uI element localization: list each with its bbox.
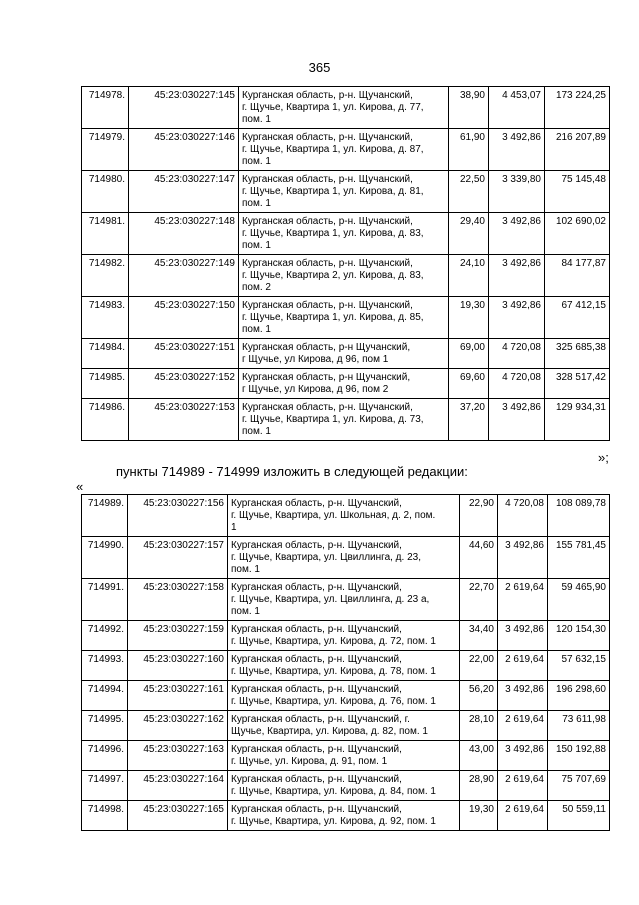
- unit-price-cell: 3 492,86: [498, 537, 548, 579]
- address-line: г. Щучье, Квартира 1, ул. Кирова, д. 83,: [242, 228, 424, 239]
- cadastral-number-cell: 45:23:030227:151: [129, 339, 239, 369]
- cadastral-value-cell: 102 690,02: [545, 213, 610, 255]
- address-line: г Щучье, ул Кирова, д 96, пом 1: [242, 354, 389, 365]
- address-line: Курганская область, р-н. Щучанский,: [231, 654, 402, 665]
- address-line: г. Щучье, Квартира 1, ул. Кирова, д. 81,: [242, 186, 424, 197]
- unit-price-cell: 3 492,86: [489, 213, 545, 255]
- item-number-cell: 714984.: [82, 339, 129, 369]
- address-cell: [239, 213, 449, 255]
- address-line: пом. 1: [242, 240, 271, 251]
- address-line: г. Щучье, Квартира, ул. Кирова, д. 78, пом. 1: [231, 666, 436, 677]
- table-row: [82, 297, 610, 339]
- cadastral-number-cell: 45:23:030227:160: [128, 651, 228, 681]
- address-line: Курганская область, р-н. Щучанский,: [231, 774, 402, 785]
- closing-quote: »;: [598, 450, 609, 465]
- address-cell: [228, 681, 460, 711]
- unit-price-cell: 2 619,64: [498, 579, 548, 621]
- address-cell: [228, 651, 460, 681]
- address-line: г. Щучье, Квартира 1, ул. Кирова, д. 87,: [242, 144, 424, 155]
- address-cell: [239, 369, 449, 399]
- unit-price-cell: 4 720,08: [489, 339, 545, 369]
- table-row: [82, 801, 610, 831]
- cadastral-value-cell: 196 298,60: [548, 681, 610, 711]
- item-number-cell: 714996.: [82, 741, 128, 771]
- unit-price-cell: 2 619,64: [498, 711, 548, 741]
- item-number-cell: 714979.: [82, 129, 129, 171]
- area-cell: 38,90: [449, 87, 489, 129]
- table-row: [82, 399, 610, 441]
- address-line: 1: [231, 522, 237, 533]
- cadastral-number-cell: 45:23:030227:145: [129, 87, 239, 129]
- address-line: Курганская область, р-н. Щучанский,: [242, 402, 413, 413]
- address-line: Курганская область, р-н. Щучанский,: [242, 216, 413, 227]
- area-cell: 28,10: [460, 711, 498, 741]
- page-number: 365: [308, 60, 331, 75]
- unit-price-cell: 3 492,86: [489, 129, 545, 171]
- address-line: Щучье, Квартира, ул. Кирова, д. 82, пом. 1: [231, 726, 428, 737]
- cadastral-value-cell: 150 192,88: [548, 741, 610, 771]
- cadastral-value-cell: 57 632,15: [548, 651, 610, 681]
- table-previous-items: [81, 86, 610, 441]
- cadastral-value-cell: 155 781,45: [548, 537, 610, 579]
- address-line: пом. 1: [242, 198, 271, 209]
- table-row: [82, 579, 610, 621]
- address-cell: [228, 621, 460, 651]
- area-cell: 61,90: [449, 129, 489, 171]
- address-line: г. Щучье, Квартира, ул. Кирова, д. 92, пом. 1: [231, 816, 436, 827]
- cadastral-number-cell: 45:23:030227:153: [129, 399, 239, 441]
- table-row: [82, 255, 610, 297]
- cadastral-value-cell: 120 154,30: [548, 621, 610, 651]
- address-line: пом. 1: [242, 114, 271, 125]
- item-number-cell: 714998.: [82, 801, 128, 831]
- cadastral-value-cell: 67 412,15: [545, 297, 610, 339]
- table-row: [82, 771, 610, 801]
- area-cell: 22,50: [449, 171, 489, 213]
- unit-price-cell: 3 492,86: [498, 681, 548, 711]
- cadastral-value-cell: 216 207,89: [545, 129, 610, 171]
- area-cell: 28,90: [460, 771, 498, 801]
- unit-price-cell: 3 492,86: [498, 621, 548, 651]
- address-line: пом. 1: [231, 606, 260, 617]
- address-line: Курганская область, р-н. Щучанский,: [231, 684, 402, 695]
- area-cell: 29,40: [449, 213, 489, 255]
- address-line: г. Щучье, Квартира, ул. Цвиллинга, д. 23,: [231, 552, 421, 563]
- cadastral-number-cell: 45:23:030227:165: [128, 801, 228, 831]
- cadastral-number-cell: 45:23:030227:150: [129, 297, 239, 339]
- item-number-cell: 714982.: [82, 255, 129, 297]
- area-cell: 22,90: [460, 495, 498, 537]
- address-line: Курганская область, р-н Щучанский,: [242, 372, 411, 383]
- address-cell: [239, 399, 449, 441]
- item-number-cell: 714986.: [82, 399, 129, 441]
- unit-price-cell: 4 720,08: [498, 495, 548, 537]
- address-line: Курганская область, р-н. Щучанский, г.: [231, 714, 410, 725]
- area-cell: 44,60: [460, 537, 498, 579]
- address-cell: [228, 741, 460, 771]
- unit-price-cell: 2 619,64: [498, 651, 548, 681]
- item-number-cell: 714980.: [82, 171, 129, 213]
- unit-price-cell: 3 492,86: [489, 399, 545, 441]
- address-line: Курганская область, р-н Щучанский,: [242, 342, 411, 353]
- address-line: г. Щучье, Квартира 1, ул. Кирова, д. 73,: [242, 414, 424, 425]
- area-cell: 69,60: [449, 369, 489, 399]
- address-line: г. Щучье, Квартира 2, ул. Кирова, д. 83,: [242, 270, 424, 281]
- address-line: Курганская область, р-н. Щучанский,: [231, 624, 402, 635]
- unit-price-cell: 4 453,07: [489, 87, 545, 129]
- cadastral-value-cell: 325 685,38: [545, 339, 610, 369]
- address-line: Курганская область, р-н. Щучанский,: [231, 582, 402, 593]
- table-row: [82, 537, 610, 579]
- address-cell: [228, 771, 460, 801]
- opening-quote: «: [76, 479, 84, 494]
- item-number-cell: 714978.: [82, 87, 129, 129]
- area-cell: 34,40: [460, 621, 498, 651]
- area-cell: 43,00: [460, 741, 498, 771]
- address-line: Курганская область, р-н. Щучанский,: [231, 540, 402, 551]
- item-number-cell: 714983.: [82, 297, 129, 339]
- unit-price-cell: 3 492,86: [489, 297, 545, 339]
- address-line: г. Щучье, Квартира, ул. Цвиллинга, д. 23 а,: [231, 594, 430, 605]
- address-cell: [239, 129, 449, 171]
- cadastral-value-cell: 84 177,87: [545, 255, 610, 297]
- address-cell: [239, 255, 449, 297]
- address-line: пом. 1: [242, 426, 271, 437]
- cadastral-number-cell: 45:23:030227:157: [128, 537, 228, 579]
- address-line: Курганская область, р-н. Щучанский,: [242, 258, 413, 269]
- cadastral-number-cell: 45:23:030227:156: [128, 495, 228, 537]
- cadastral-value-cell: 75 145,48: [545, 171, 610, 213]
- cadastral-number-cell: 45:23:030227:163: [128, 741, 228, 771]
- cadastral-number-cell: 45:23:030227:148: [129, 213, 239, 255]
- address-line: Курганская область, р-н. Щучанский,: [231, 498, 402, 509]
- address-cell: [239, 297, 449, 339]
- address-line: Курганская область, р-н. Щучанский,: [242, 300, 413, 311]
- address-line: г. Щучье, ул. Кирова, д. 91, пом. 1: [231, 756, 388, 767]
- address-cell: [228, 801, 460, 831]
- table-row: [82, 651, 610, 681]
- cadastral-number-cell: 45:23:030227:146: [129, 129, 239, 171]
- amendment-paragraph: пункты 714989 - 714999 изложить в следующей редакции:: [116, 464, 468, 479]
- cadastral-value-cell: 129 934,31: [545, 399, 610, 441]
- table-row: [82, 495, 610, 537]
- table-row: [82, 171, 610, 213]
- area-cell: 24,10: [449, 255, 489, 297]
- cadastral-value-cell: 173 224,25: [545, 87, 610, 129]
- address-line: г. Щучье, Квартира 1, ул. Кирова, д. 85,: [242, 312, 424, 323]
- table-row: [82, 129, 610, 171]
- unit-price-cell: 3 339,80: [489, 171, 545, 213]
- address-line: г. Щучье, Квартира, ул. Школьная, д. 2, пом.: [231, 510, 436, 521]
- unit-price-cell: 3 492,86: [498, 741, 548, 771]
- table-row: [82, 681, 610, 711]
- item-number-cell: 714990.: [82, 537, 128, 579]
- cadastral-value-cell: 59 465,90: [548, 579, 610, 621]
- address-line: г. Щучье, Квартира, ул. Кирова, д. 84, пом. 1: [231, 786, 436, 797]
- item-number-cell: 714994.: [82, 681, 128, 711]
- area-cell: 22,70: [460, 579, 498, 621]
- area-cell: 19,30: [460, 801, 498, 831]
- area-cell: 19,30: [449, 297, 489, 339]
- cadastral-number-cell: 45:23:030227:147: [129, 171, 239, 213]
- address-line: г Щучье, ул Кирова, д 96, пом 2: [242, 384, 389, 395]
- item-number-cell: 714981.: [82, 213, 129, 255]
- address-cell: [239, 171, 449, 213]
- table-amended-items: [81, 494, 610, 831]
- unit-price-cell: 3 492,86: [489, 255, 545, 297]
- cadastral-number-cell: 45:23:030227:159: [128, 621, 228, 651]
- table-row: [82, 711, 610, 741]
- item-number-cell: 714985.: [82, 369, 129, 399]
- table-row: [82, 339, 610, 369]
- table-row: [82, 741, 610, 771]
- cadastral-number-cell: 45:23:030227:162: [128, 711, 228, 741]
- item-number-cell: 714995.: [82, 711, 128, 741]
- cadastral-number-cell: 45:23:030227:152: [129, 369, 239, 399]
- address-cell: [239, 87, 449, 129]
- area-cell: 69,00: [449, 339, 489, 369]
- address-line: Курганская область, р-н. Щучанский,: [231, 804, 402, 815]
- table-row: [82, 87, 610, 129]
- area-cell: 56,20: [460, 681, 498, 711]
- table-row: [82, 213, 610, 255]
- cadastral-number-cell: 45:23:030227:158: [128, 579, 228, 621]
- item-number-cell: 714992.: [82, 621, 128, 651]
- unit-price-cell: 2 619,64: [498, 801, 548, 831]
- address-line: г. Щучье, Квартира, ул. Кирова, д. 76, пом. 1: [231, 696, 436, 707]
- table-row: [82, 369, 610, 399]
- address-line: г. Щучье, Квартира 1, ул. Кирова, д. 77,: [242, 102, 424, 113]
- item-number-cell: 714993.: [82, 651, 128, 681]
- address-line: Курганская область, р-н. Щучанский,: [242, 132, 413, 143]
- address-cell: [228, 495, 460, 537]
- address-line: Курганская область, р-н. Щучанский,: [231, 744, 402, 755]
- table-row: [82, 621, 610, 651]
- item-number-cell: 714997.: [82, 771, 128, 801]
- address-cell: [228, 711, 460, 741]
- cadastral-value-cell: 73 611,98: [548, 711, 610, 741]
- cadastral-number-cell: 45:23:030227:149: [129, 255, 239, 297]
- address-line: пом. 1: [231, 564, 260, 575]
- cadastral-number-cell: 45:23:030227:164: [128, 771, 228, 801]
- cadastral-value-cell: 50 559,11: [548, 801, 610, 831]
- address-line: Курганская область, р-н. Щучанский,: [242, 90, 413, 101]
- address-line: Курганская область, р-н. Щучанский,: [242, 174, 413, 185]
- address-cell: [228, 579, 460, 621]
- address-line: пом. 1: [242, 156, 271, 167]
- cadastral-value-cell: 75 707,69: [548, 771, 610, 801]
- item-number-cell: 714989.: [82, 495, 128, 537]
- unit-price-cell: 2 619,64: [498, 771, 548, 801]
- address-cell: [239, 339, 449, 369]
- item-number-cell: 714991.: [82, 579, 128, 621]
- area-cell: 22,00: [460, 651, 498, 681]
- area-cell: 37,20: [449, 399, 489, 441]
- unit-price-cell: 4 720,08: [489, 369, 545, 399]
- address-line: пом. 2: [242, 282, 271, 293]
- cadastral-value-cell: 108 089,78: [548, 495, 610, 537]
- cadastral-number-cell: 45:23:030227:161: [128, 681, 228, 711]
- address-cell: [228, 537, 460, 579]
- address-line: г. Щучье, Квартира, ул. Кирова, д. 72, пом. 1: [231, 636, 436, 647]
- address-line: пом. 1: [242, 324, 271, 335]
- cadastral-value-cell: 328 517,42: [545, 369, 610, 399]
